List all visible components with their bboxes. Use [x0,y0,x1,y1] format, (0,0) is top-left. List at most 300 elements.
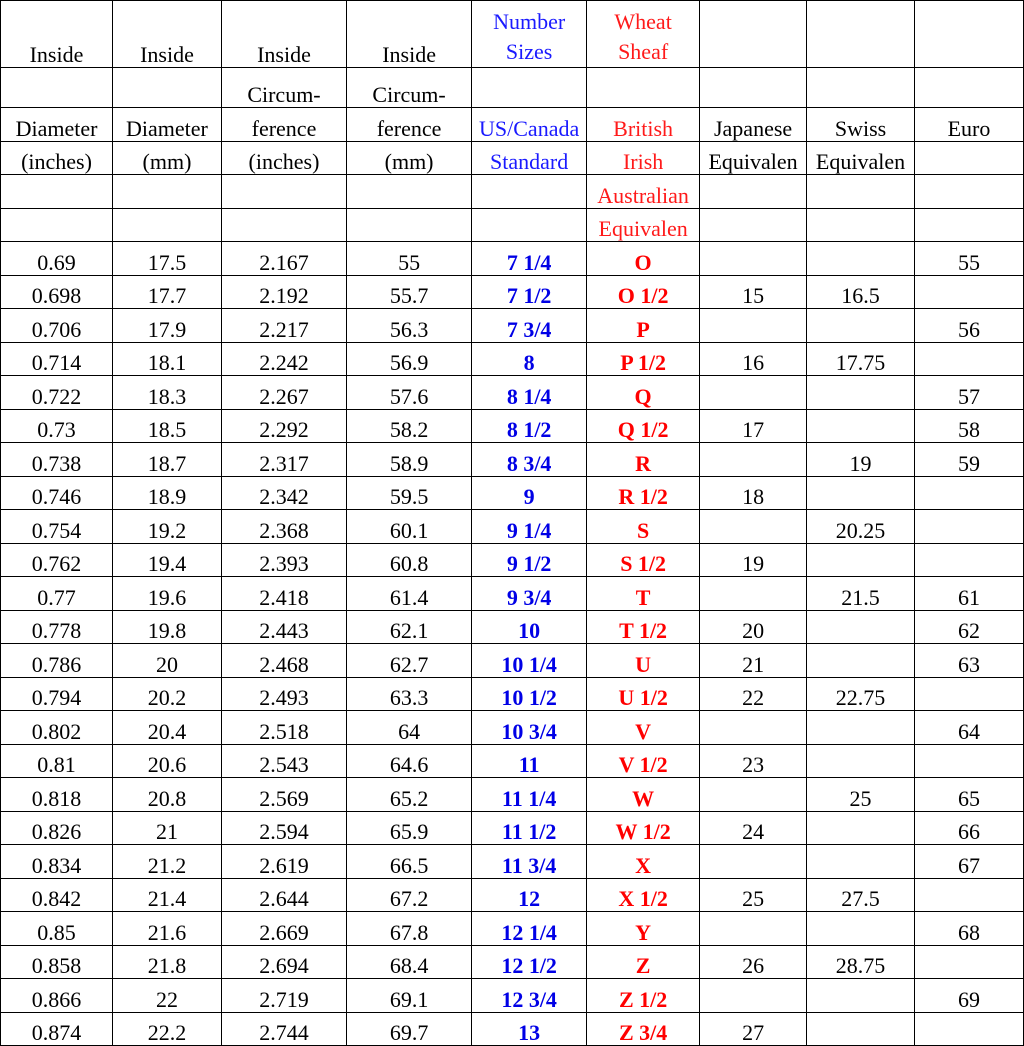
cell-british: V [587,711,700,745]
header-cell-diameter-in [1,208,113,242]
cell-us-canada: 9 3/4 [472,577,587,611]
cell-circumference-in: 2.368 [221,510,346,544]
cell-diameter-mm: 19.2 [112,510,221,544]
cell-circumference-in: 2.468 [221,644,346,678]
cell-us-canada: 8 1/4 [472,376,587,410]
table-row [1,677,1024,711]
cell-japanese [700,443,807,477]
cell-diameter-mm: 18.5 [112,409,221,443]
table-row [1,342,1024,376]
cell-diameter-in: 0.866 [1,979,113,1013]
cell-euro: 56 [914,309,1023,343]
cell-british: Z [587,945,700,979]
header-cell-swiss: Equivalen [807,141,915,175]
table-row [1,945,1024,979]
cell-us-canada: 7 3/4 [472,309,587,343]
cell-japanese: 24 [700,811,807,845]
cell-circumference-mm: 57.6 [347,376,472,410]
cell-diameter-in: 0.706 [1,309,113,343]
header-cell-diameter-mm [112,208,221,242]
table-row [1,778,1024,812]
header-cell-swiss: Swiss [807,108,915,142]
cell-us-canada: 12 1/2 [472,945,587,979]
cell-diameter-in: 0.81 [1,744,113,778]
cell-us-canada: 12 [472,878,587,912]
header-cell-euro: Euro [914,108,1023,142]
cell-circumference-mm: 59.5 [347,476,472,510]
cell-british: O [587,242,700,276]
header-cell-circumference-mm: Circum- [347,68,472,108]
cell-diameter-in: 0.754 [1,510,113,544]
cell-circumference-mm: 63.3 [347,677,472,711]
cell-diameter-mm: 17.5 [112,242,221,276]
header-cell-diameter-in: Diameter [1,108,113,142]
table-row [1,476,1024,510]
cell-us-canada: 12 3/4 [472,979,587,1013]
cell-diameter-in: 0.778 [1,610,113,644]
cell-us-canada: 11 1/2 [472,811,587,845]
cell-circumference-mm: 58.9 [347,443,472,477]
cell-us-canada: 9 1/4 [472,510,587,544]
cell-us-canada: 11 1/4 [472,778,587,812]
table-row [1,577,1024,611]
cell-circumference-in: 2.443 [221,610,346,644]
cell-circumference-in: 2.267 [221,376,346,410]
cell-diameter-in: 0.738 [1,443,113,477]
cell-british: W 1/2 [587,811,700,845]
cell-circumference-mm: 64 [347,711,472,745]
cell-circumference-mm: 56.3 [347,309,472,343]
cell-japanese [700,376,807,410]
cell-british: P [587,309,700,343]
cell-diameter-mm: 20 [112,644,221,678]
cell-circumference-mm: 55 [347,242,472,276]
cell-circumference-in: 2.619 [221,845,346,879]
cell-diameter-in: 0.786 [1,644,113,678]
cell-diameter-mm: 22.2 [112,1012,221,1046]
cell-euro: 65 [914,778,1023,812]
table-row [1,912,1024,946]
cell-circumference-mm: 56.9 [347,342,472,376]
cell-japanese [700,912,807,946]
cell-euro: 62 [914,610,1023,644]
cell-japanese: 25 [700,878,807,912]
cell-diameter-in: 0.842 [1,878,113,912]
header-cell-circumference-in [221,175,346,209]
cell-circumference-mm: 68.4 [347,945,472,979]
cell-british: R [587,443,700,477]
cell-swiss: 17.75 [807,342,915,376]
cell-euro: 69 [914,979,1023,1013]
table-row [1,1012,1024,1046]
cell-diameter-mm: 18.9 [112,476,221,510]
cell-euro: 61 [914,577,1023,611]
cell-euro [914,677,1023,711]
cell-japanese [700,242,807,276]
cell-british: X 1/2 [587,878,700,912]
table-header-row [1,108,1024,142]
cell-euro: 55 [914,242,1023,276]
cell-euro [914,342,1023,376]
cell-diameter-in: 0.73 [1,409,113,443]
header-cell-japanese: Japanese [700,108,807,142]
cell-swiss [807,376,915,410]
header-cell-british [587,68,700,108]
table-row [1,644,1024,678]
cell-diameter-in: 0.874 [1,1012,113,1046]
cell-swiss [807,543,915,577]
cell-japanese [700,778,807,812]
cell-diameter-mm: 21.4 [112,878,221,912]
cell-swiss [807,845,915,879]
cell-diameter-mm: 20.2 [112,677,221,711]
header-cell-diameter-mm [112,175,221,209]
table-row [1,376,1024,410]
cell-diameter-mm: 21.6 [112,912,221,946]
cell-british: U 1/2 [587,677,700,711]
header-cell-circumference-mm [347,208,472,242]
table-row [1,979,1024,1013]
cell-diameter-in: 0.714 [1,342,113,376]
cell-japanese [700,510,807,544]
table-body [1,1,1024,1046]
cell-diameter-mm: 20.4 [112,711,221,745]
cell-circumference-mm: 67.8 [347,912,472,946]
header-cell-british: Wheat Sheaf [587,1,700,68]
cell-japanese [700,309,807,343]
cell-us-canada: 13 [472,1012,587,1046]
table-row [1,443,1024,477]
cell-swiss: 20.25 [807,510,915,544]
cell-circumference-mm: 61.4 [347,577,472,611]
cell-diameter-mm: 19.8 [112,610,221,644]
cell-swiss: 22.75 [807,677,915,711]
cell-swiss: 27.5 [807,878,915,912]
cell-euro [914,945,1023,979]
cell-diameter-in: 0.794 [1,677,113,711]
table-row [1,510,1024,544]
header-cell-circumference-in [221,208,346,242]
header-cell-british: Irish [587,141,700,175]
cell-circumference-mm: 55.7 [347,275,472,309]
header-cell-circumference-in: ference [221,108,346,142]
cell-diameter-in: 0.818 [1,778,113,812]
cell-circumference-mm: 60.1 [347,510,472,544]
header-cell-british: British [587,108,700,142]
cell-us-canada: 7 1/4 [472,242,587,276]
cell-british: Z 1/2 [587,979,700,1013]
cell-diameter-mm: 19.4 [112,543,221,577]
cell-euro [914,744,1023,778]
cell-circumference-in: 2.167 [221,242,346,276]
cell-us-canada: 9 1/2 [472,543,587,577]
cell-circumference-in: 2.393 [221,543,346,577]
table-row [1,711,1024,745]
cell-british: Q [587,376,700,410]
cell-swiss [807,912,915,946]
cell-swiss [807,811,915,845]
cell-diameter-mm: 20.6 [112,744,221,778]
cell-swiss: 19 [807,443,915,477]
header-cell-us-canada [472,175,587,209]
cell-circumference-mm: 62.7 [347,644,472,678]
cell-euro: 59 [914,443,1023,477]
cell-us-canada: 10 [472,610,587,644]
cell-japanese: 19 [700,543,807,577]
cell-circumference-in: 2.242 [221,342,346,376]
cell-circumference-mm: 64.6 [347,744,472,778]
cell-circumference-mm: 69.1 [347,979,472,1013]
cell-british: Y [587,912,700,946]
table-row [1,610,1024,644]
cell-circumference-in: 2.342 [221,476,346,510]
cell-us-canada: 8 [472,342,587,376]
cell-circumference-mm: 67.2 [347,878,472,912]
cell-diameter-in: 0.722 [1,376,113,410]
table-header-row [1,1,1024,68]
cell-diameter-in: 0.77 [1,577,113,611]
cell-diameter-in: 0.69 [1,242,113,276]
table-row [1,878,1024,912]
cell-circumference-in: 2.569 [221,778,346,812]
cell-british: X [587,845,700,879]
cell-diameter-in: 0.826 [1,811,113,845]
cell-circumference-in: 2.694 [221,945,346,979]
header-cell-us-canada: US/Canada [472,108,587,142]
cell-swiss [807,1012,915,1046]
header-cell-japanese [700,68,807,108]
header-cell-diameter-mm: Inside [112,1,221,68]
cell-us-canada: 10 3/4 [472,711,587,745]
table-row [1,845,1024,879]
header-cell-circumference-mm: (mm) [347,141,472,175]
cell-circumference-mm: 65.2 [347,778,472,812]
header-cell-circumference-mm: Inside [347,1,472,68]
header-cell-diameter-mm [112,68,221,108]
cell-diameter-mm: 21.2 [112,845,221,879]
cell-japanese: 23 [700,744,807,778]
cell-euro: 67 [914,845,1023,879]
cell-japanese: 21 [700,644,807,678]
cell-us-canada: 9 [472,476,587,510]
header-cell-diameter-mm: Diameter [112,108,221,142]
header-cell-swiss [807,68,915,108]
cell-japanese: 26 [700,945,807,979]
cell-british: Q 1/2 [587,409,700,443]
header-cell-euro [914,175,1023,209]
cell-euro [914,1012,1023,1046]
cell-diameter-in: 0.698 [1,275,113,309]
table-row [1,811,1024,845]
cell-diameter-mm: 21.8 [112,945,221,979]
cell-circumference-in: 2.192 [221,275,346,309]
table-header-row [1,141,1024,175]
cell-euro: 57 [914,376,1023,410]
cell-swiss: 21.5 [807,577,915,611]
table-header-row [1,175,1024,209]
cell-diameter-mm: 21 [112,811,221,845]
cell-swiss: 16.5 [807,275,915,309]
header-cell-diameter-in: (inches) [1,141,113,175]
table-row [1,275,1024,309]
header-cell-japanese [700,175,807,209]
cell-british: T 1/2 [587,610,700,644]
header-cell-circumference-in: (inches) [221,141,346,175]
table-row [1,309,1024,343]
cell-us-canada: 12 1/4 [472,912,587,946]
table-header-row [1,68,1024,108]
cell-swiss [807,309,915,343]
cell-circumference-mm: 65.9 [347,811,472,845]
cell-diameter-mm: 18.3 [112,376,221,410]
cell-us-canada: 11 3/4 [472,845,587,879]
cell-british: S 1/2 [587,543,700,577]
cell-british: T [587,577,700,611]
cell-british: O 1/2 [587,275,700,309]
header-cell-circumference-mm: ference [347,108,472,142]
header-cell-british: Australian [587,175,700,209]
cell-circumference-in: 2.518 [221,711,346,745]
header-cell-diameter-in [1,175,113,209]
header-cell-swiss [807,1,915,68]
cell-british: R 1/2 [587,476,700,510]
header-cell-japanese [700,1,807,68]
table-row [1,744,1024,778]
header-cell-swiss [807,175,915,209]
header-cell-circumference-mm [347,175,472,209]
cell-swiss [807,744,915,778]
cell-circumference-in: 2.292 [221,409,346,443]
cell-diameter-mm: 19.6 [112,577,221,611]
cell-japanese: 17 [700,409,807,443]
cell-circumference-mm: 62.1 [347,610,472,644]
table-row [1,242,1024,276]
header-cell-japanese [700,208,807,242]
cell-euro: 64 [914,711,1023,745]
cell-japanese [700,979,807,1013]
cell-us-canada: 7 1/2 [472,275,587,309]
table-row [1,543,1024,577]
cell-circumference-in: 2.669 [221,912,346,946]
header-cell-euro [914,68,1023,108]
header-cell-euro [914,141,1023,175]
cell-us-canada: 10 1/2 [472,677,587,711]
cell-swiss: 28.75 [807,945,915,979]
cell-japanese [700,845,807,879]
cell-japanese: 22 [700,677,807,711]
cell-swiss [807,711,915,745]
header-cell-circumference-in: Circum- [221,68,346,108]
cell-diameter-mm: 18.7 [112,443,221,477]
cell-circumference-in: 2.317 [221,443,346,477]
cell-diameter-mm: 22 [112,979,221,1013]
cell-euro [914,510,1023,544]
cell-british: S [587,510,700,544]
cell-diameter-mm: 18.1 [112,342,221,376]
header-cell-euro [914,208,1023,242]
header-cell-circumference-in: Inside [221,1,346,68]
cell-circumference-in: 2.418 [221,577,346,611]
cell-diameter-in: 0.746 [1,476,113,510]
cell-swiss [807,979,915,1013]
header-cell-us-canada: Standard [472,141,587,175]
cell-british: W [587,778,700,812]
cell-swiss [807,242,915,276]
table-row [1,409,1024,443]
cell-diameter-in: 0.85 [1,912,113,946]
header-cell-swiss [807,208,915,242]
cell-swiss [807,476,915,510]
cell-swiss: 25 [807,778,915,812]
cell-circumference-mm: 69.7 [347,1012,472,1046]
cell-euro [914,275,1023,309]
cell-circumference-in: 2.744 [221,1012,346,1046]
cell-euro [914,878,1023,912]
header-cell-us-canada: Number Sizes [472,1,587,68]
cell-japanese: 20 [700,610,807,644]
cell-diameter-in: 0.762 [1,543,113,577]
cell-british: V 1/2 [587,744,700,778]
cell-euro: 66 [914,811,1023,845]
cell-us-canada: 8 1/2 [472,409,587,443]
header-cell-euro [914,1,1023,68]
header-cell-british: Equivalen [587,208,700,242]
header-cell-us-canada [472,208,587,242]
header-cell-diameter-mm: (mm) [112,141,221,175]
cell-euro [914,476,1023,510]
cell-circumference-in: 2.644 [221,878,346,912]
cell-euro: 58 [914,409,1023,443]
cell-japanese: 15 [700,275,807,309]
cell-circumference-in: 2.493 [221,677,346,711]
cell-euro: 68 [914,912,1023,946]
cell-diameter-in: 0.834 [1,845,113,879]
cell-swiss [807,610,915,644]
cell-euro [914,543,1023,577]
cell-circumference-in: 2.594 [221,811,346,845]
cell-japanese: 18 [700,476,807,510]
table-header-row [1,208,1024,242]
cell-japanese: 27 [700,1012,807,1046]
cell-japanese [700,577,807,611]
cell-diameter-mm: 17.9 [112,309,221,343]
cell-euro: 63 [914,644,1023,678]
header-cell-japanese: Equivalen [700,141,807,175]
header-cell-diameter-in [1,68,113,108]
cell-circumference-mm: 58.2 [347,409,472,443]
header-cell-us-canada [472,68,587,108]
cell-circumference-in: 2.719 [221,979,346,1013]
cell-swiss [807,644,915,678]
cell-circumference-in: 2.217 [221,309,346,343]
cell-diameter-mm: 17.7 [112,275,221,309]
cell-us-canada: 10 1/4 [472,644,587,678]
cell-swiss [807,409,915,443]
cell-circumference-mm: 60.8 [347,543,472,577]
cell-japanese: 16 [700,342,807,376]
cell-us-canada: 11 [472,744,587,778]
cell-circumference-mm: 66.5 [347,845,472,879]
cell-japanese [700,711,807,745]
cell-british: P 1/2 [587,342,700,376]
header-cell-diameter-in: Inside [1,1,113,68]
cell-british: U [587,644,700,678]
cell-us-canada: 8 3/4 [472,443,587,477]
cell-british: Z 3/4 [587,1012,700,1046]
cell-diameter-in: 0.858 [1,945,113,979]
cell-diameter-in: 0.802 [1,711,113,745]
cell-diameter-mm: 20.8 [112,778,221,812]
